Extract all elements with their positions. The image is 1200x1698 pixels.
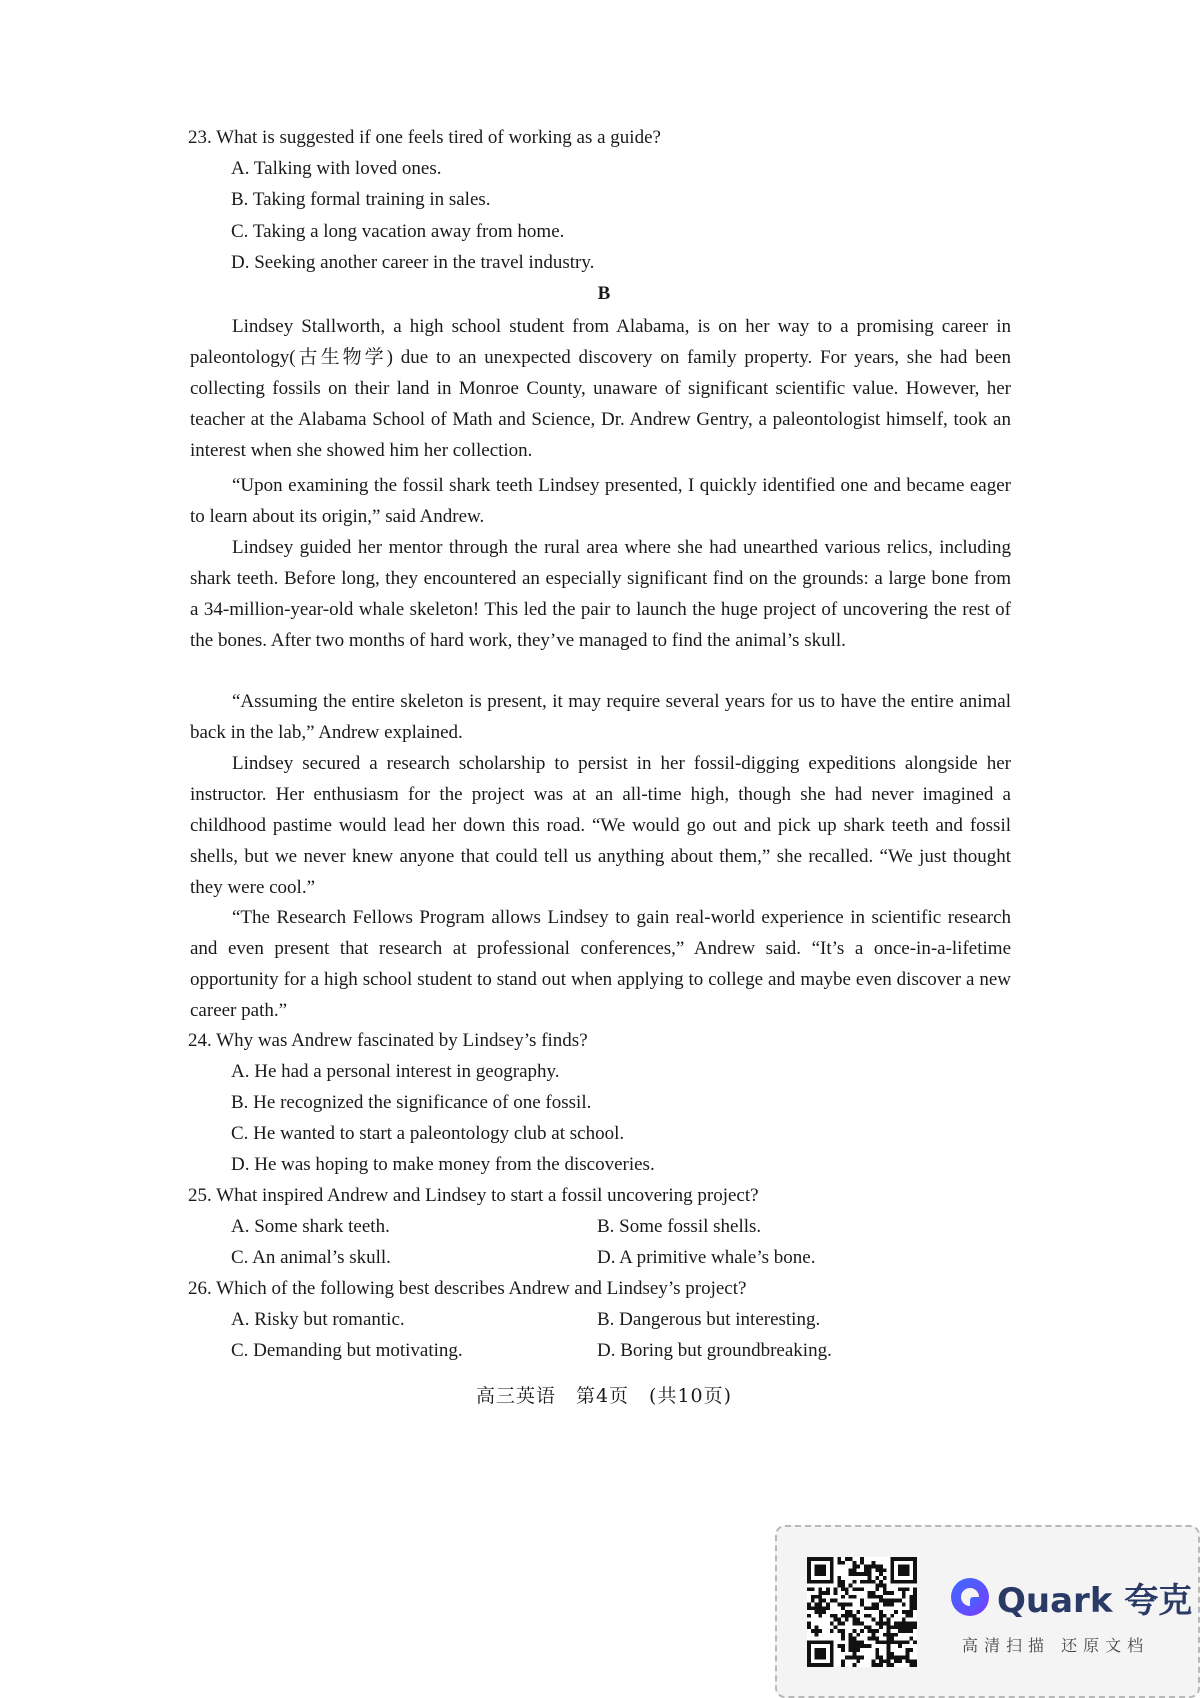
quark-scan-badge — [775, 1525, 1200, 1698]
question-24-option-d: D. He was hoping to make money from the discoveries. — [231, 1154, 655, 1175]
question-23-option-b: B. Taking formal training in sales. — [231, 189, 491, 210]
question-25-option-d: D. A primitive whale’s bone. — [597, 1247, 816, 1268]
quark-brand — [949, 1575, 1192, 1619]
question-25-option-c: C. An animal’s skull. — [231, 1247, 391, 1268]
question-26-option-d: D. Boring but groundbreaking. — [597, 1340, 832, 1361]
passage-paragraph-5: Lindsey secured a research scholarship to persist in her fossil-digging expeditions alongside her instructor. Her enthusiasm for the project was at an all-time high, though she had never imagined a childhood pastime would lead her down this road. “We would go out and pick up shark teeth and fossil shells, but we never knew anyone that could tell us anything about them,” she recalled. “We just thought they were cool.” — [190, 753, 1011, 898]
question-23-stem: 23. What is suggested if one feels tired of working as a guide? — [188, 127, 661, 148]
section-label: B — [597, 283, 611, 304]
question-24-stem: 24. Why was Andrew fascinated by Lindsey’s finds? — [188, 1030, 588, 1051]
question-23-option-a: A. Talking with loved ones. — [231, 158, 442, 179]
qr-code-icon — [807, 1557, 917, 1667]
question-25-option-b: B. Some fossil shells. — [597, 1216, 762, 1237]
question-24-option-b: B. He recognized the significance of one fossil. — [231, 1092, 592, 1113]
question-25-stem: 25. What inspired Andrew and Lindsey to start a fossil uncovering project? — [188, 1185, 759, 1206]
page-footer: 高三英语 第4页 (共10页) — [475, 1385, 733, 1407]
passage-paragraph-4: “Assuming the entire skeleton is present, it may require several years for us to have the entire animal back in the lab,” Andrew explained. — [190, 691, 1011, 743]
question-24-option-c: C. He wanted to start a paleontology club at school. — [231, 1123, 625, 1144]
question-24-option-a: A. He had a personal interest in geography. — [231, 1061, 560, 1082]
question-26-option-a: A. Risky but romantic. — [231, 1309, 405, 1330]
question-26-option-c: C. Demanding but motivating. — [231, 1340, 463, 1361]
brand-tagline: 高清扫描 还原文档 — [962, 1636, 1150, 1655]
brand-name: Quark 夸克 — [997, 1580, 1193, 1621]
quark-logo-icon — [949, 1576, 991, 1618]
passage-paragraph-2: “Upon examining the fossil shark teeth Lindsey presented, I quickly identified one and became eager to learn about its origin,” said Andrew. — [190, 475, 1011, 527]
question-26-option-b: B. Dangerous but interesting. — [597, 1309, 821, 1330]
passage-paragraph-3: Lindsey guided her mentor through the rural area where she had unearthed various relics, including shark teeth. Before long, they encountered an especially significant find on the grounds: a large bone from a 34-million-year-old whale skeleton! This led the pair to launch the huge project of uncovering the rest of the bones. After two months of hard work, they’ve managed to find the animal’s skull. — [190, 537, 1011, 651]
passage-paragraph-1: Lindsey Stallworth, a high school student from Alabama, is on her way to a promising career in paleontology(古生物学) due to an unexpected discovery on family property. For years, she had been collecting fossils on their land in Monroe County, unaware of significant scientific value. However, her teacher at the Alabama School of Math and Science, Dr. Andrew Gentry, a paleontologist himself, took an interest when she showed him her collection. — [190, 316, 1011, 461]
question-23-option-d: D. Seeking another career in the travel industry. — [231, 252, 595, 273]
question-23-option-c: C. Taking a long vacation away from home. — [231, 221, 565, 242]
question-26-stem: 26. Which of the following best describes Andrew and Lindsey’s project? — [188, 1278, 747, 1299]
passage-paragraph-6: “The Research Fellows Program allows Lindsey to gain real-world experience in scientific research and even present that research at professional conferences,” Andrew said. “It’s a once-in-a-lifetime opportunity for a high school student to stand out when applying to college and maybe even discover a new career path.” — [190, 907, 1011, 1021]
question-25-option-a: A. Some shark teeth. — [231, 1216, 390, 1237]
